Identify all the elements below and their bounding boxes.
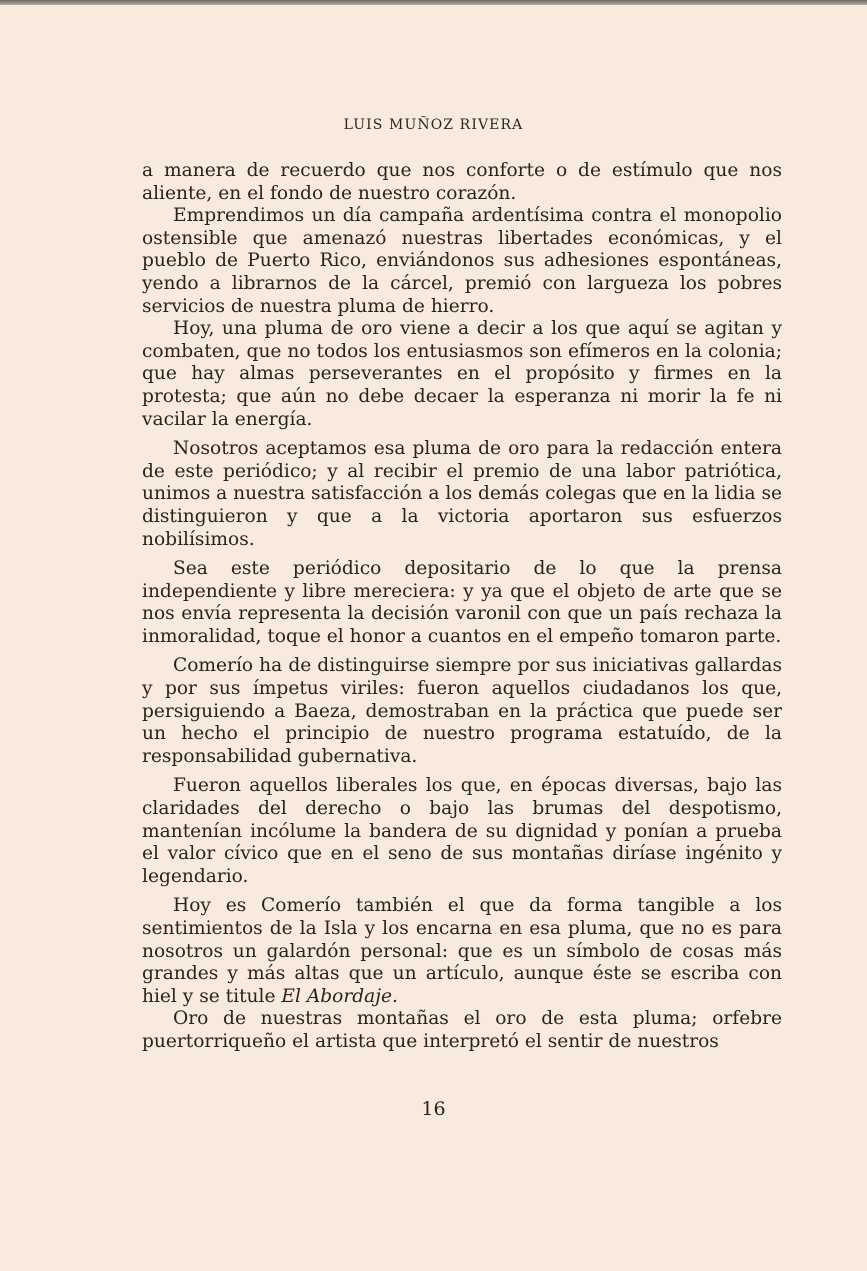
paragraph: Comerío ha de distinguirse siempre por sus iniciativas gallardas y por sus ímpetus viriles: fueron aquellos ciudadanos los que, persiguiendo a Baeza, demostraban en la práctica que puede ser un hecho el principio de nuestro programa estatuído, de la responsabilidad gubernativa.	[142, 655, 782, 767]
paragraph: Hoy, una pluma de oro viene a decir a los que aquí se agitan y combaten, que no todos los entusiasmos son efímeros en la colonia; que hay almas perseverantes en el propósito y firmes en la protesta; que aún no debe decaer la esperanza ni morir la fe ni vacilar la energía.	[142, 318, 782, 430]
paragraph: Emprendimos un día campaña ardentísima contra el monopolio ostensible que amenazó nuestras libertades económicas, y el pueblo de Puerto Rico, enviándonos sus adhesiones espontáneas, yendo a librarnos de la cárcel, premió con largueza los pobres servicios de nuestra pluma de hierro.	[142, 205, 782, 317]
body-text	[142, 160, 782, 1054]
page-top-edge	[0, 0, 867, 5]
running-header: LUIS MUÑOZ RIVERA	[343, 117, 524, 133]
paragraph: a manera de recuerdo que nos conforte o de estímulo que nos aliente, en el fondo de nuestro corazón.	[142, 160, 782, 204]
page-number: 16	[421, 1098, 446, 1120]
paragraph: Sea este periódico depositario de lo que la prensa independiente y libre mereciera: y ya que el objeto de arte que se nos envía representa la decisión varonil con que un país rechaza la inmoralidad, toque el honor a cuantos en el empeño tomaron parte.	[142, 558, 782, 647]
article-title: El Abordaje.	[281, 985, 398, 1007]
paragraph: Oro de nuestras montañas el oro de esta pluma; orfebre puertorriqueño el artista que interpretó el sentir de nuestros	[142, 1008, 782, 1052]
paragraph-text: Hoy es Comerío también el que da forma tangible a los sentimientos de la Isla y los encarna en esa pluma, que no es para nosotros un galardón personal: que es un símbolo de cosas más grandes y más altas que un artículo, aunque éste se escriba con hiel y se titule	[142, 895, 782, 1007]
paragraph	[142, 895, 782, 1008]
paragraph: Nosotros aceptamos esa pluma de oro para la redacción entera de este periódico; y al recibir el premio de una labor patriótica, unimos a nuestra satisfacción a los demás colegas que en la lidia se distinguieron y que a la victoria aportaron sus esfuerzos nobilísimos.	[142, 438, 783, 550]
paragraph: Fueron aquellos liberales los que, en épocas diversas, bajo las claridades del derecho o bajo las brumas del despotismo, mantenían incólume la bandera de su dignidad y ponían a prueba el valor cívico que en el seno de sus montañas diríase ingénito y legendario.	[142, 775, 782, 887]
